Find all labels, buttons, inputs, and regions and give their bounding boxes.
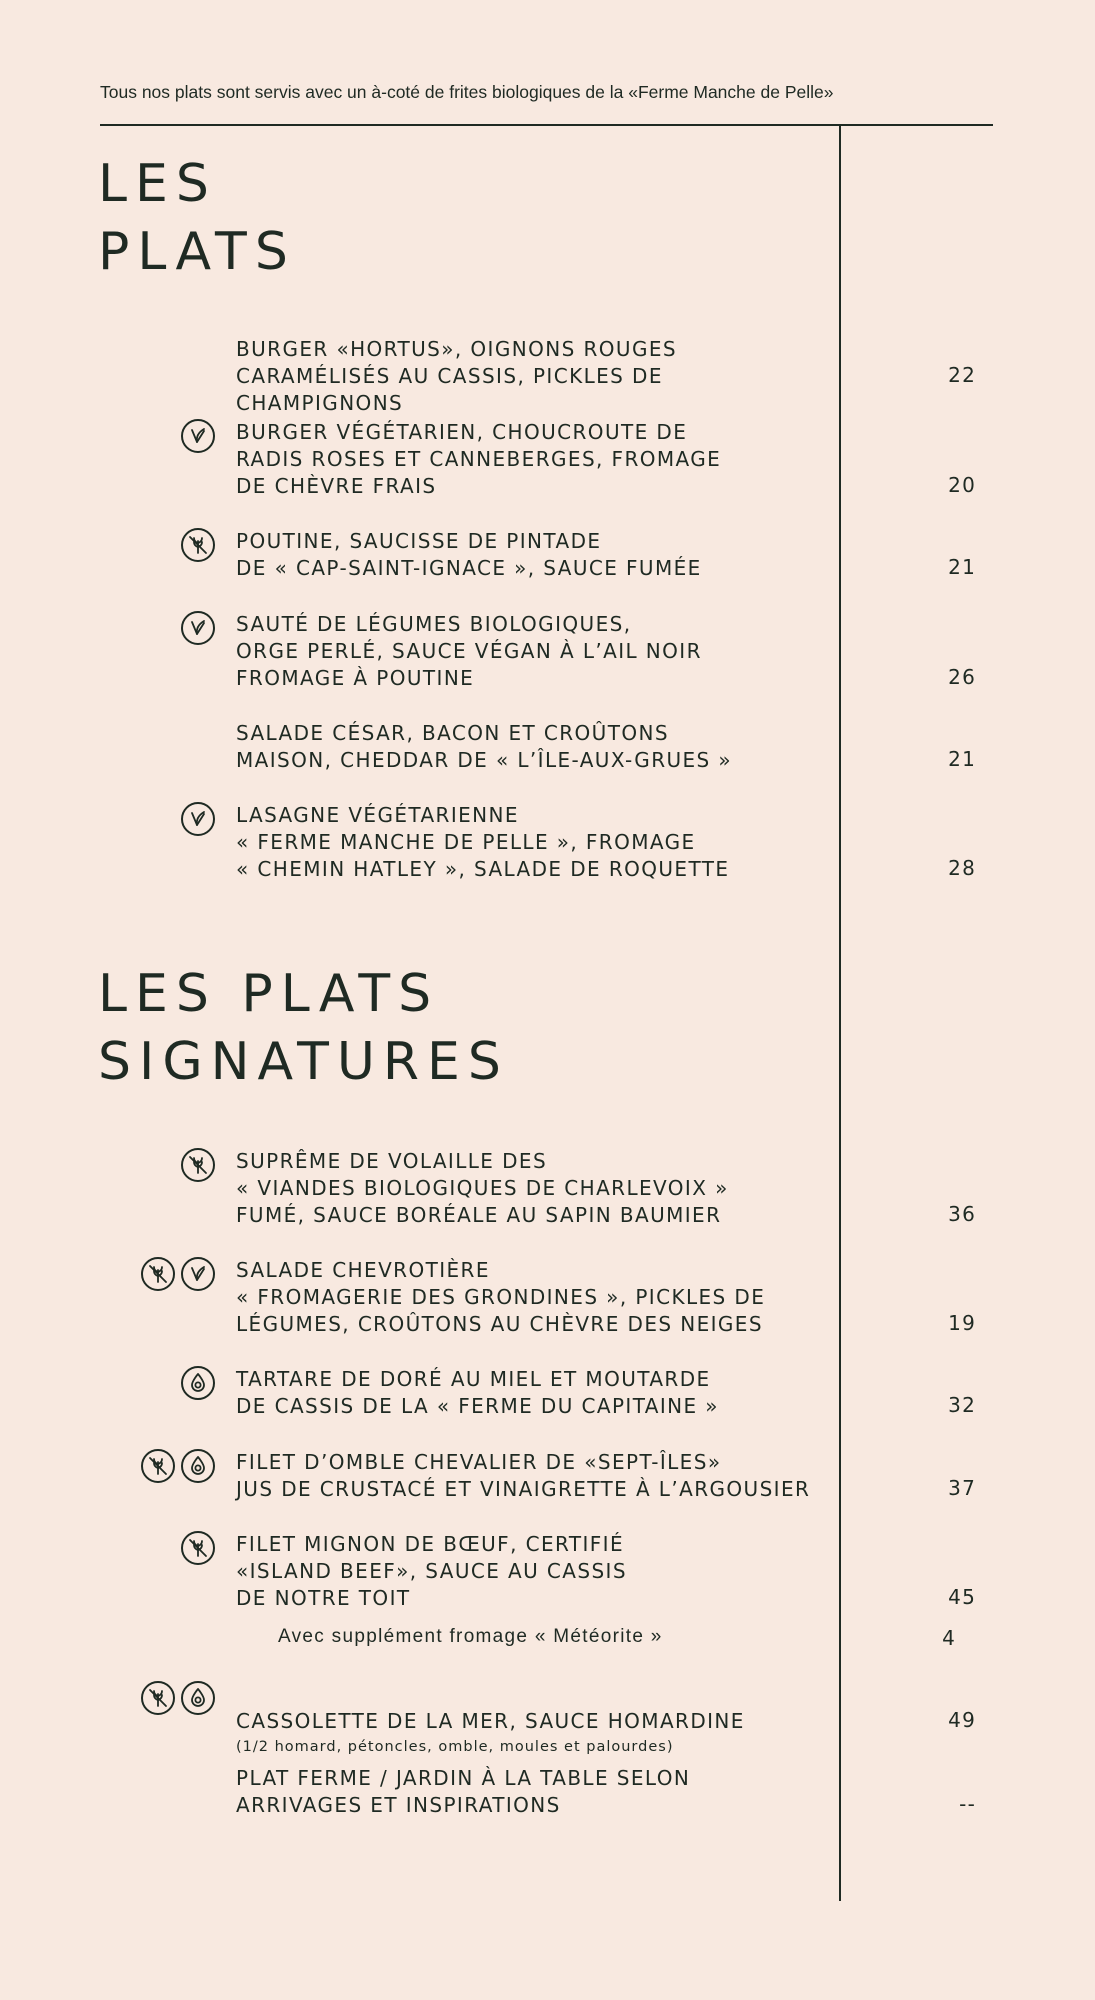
dish-icons [181,611,215,645]
dish-description: FILET D’OMBLE CHEVALIER DE «SEPT-ÎLES» JUS DE CRUSTACÉ ET VINAIGRETTE À L’ARGOUSIER [236,1450,811,1501]
dish-price: 20 [948,473,976,497]
dish-price: 28 [948,856,976,880]
dish-title: CASSOLETTE DE LA MER, SAUCE HOMARDINE [236,1709,745,1733]
section-title-plats: LES PLATS [98,154,296,282]
dish-description: BURGER «HORTUS», OIGNONS ROUGES CARAMÉLISÉS AU CASSIS, PICKLES DE CHAMPIGNONS [236,337,677,415]
gluten-free-icon [181,528,215,562]
dish-icons [181,528,215,562]
dish-icons [181,1366,215,1400]
dish-description: FILET MIGNON DE BŒUF, CERTIFIÉ «ISLAND BEEF», SAUCE AU CASSIS DE NOTRE TOIT [236,1532,627,1610]
dish-icons [181,419,215,453]
gluten-free-icon [181,1148,215,1182]
dish-icons [181,1148,215,1182]
dish-icons [141,1257,215,1291]
dish-description: SAUTÉ DE LÉGUMES BIOLOGIQUES, ORGE PERLÉ, SAUCE VÉGAN À L’AIL NOIR FROMAGE À POUTINE [236,612,702,690]
dish-price: 49 [948,1708,976,1732]
dish-description: SALADE CHEVROTIÈRE « FROMAGERIE DES GRONDINES », PICKLES DE LÉGUMES, CROÛTONS AU CHÈVRE DES NEIGES [236,1258,766,1336]
dish-price: 37 [948,1476,976,1500]
dish-description: SUPRÊME DE VOLAILLE DES « VIANDES BIOLOGIQUES DE CHARLEVOIX » FUMÉ, SAUCE BORÉALE AU SAPIN BAUMIER [236,1149,729,1227]
dish-price: 21 [948,747,976,771]
dish-price: 26 [948,665,976,689]
header-note: Tous nos plats sont servis avec un à-coté de frites biologiques de la «Ferme Manche de Pelle» [100,82,834,102]
supplement-price: 4 [942,1626,956,1650]
dish-price: 21 [948,555,976,579]
dish-description: PLAT FERME / JARDIN À LA TABLE SELON ARRIVAGES ET INSPIRATIONS [236,1766,691,1817]
dish-icons [181,1531,215,1565]
dish-price: 19 [948,1311,976,1335]
supplement-label: Avec supplément fromage « Météorite » [278,1626,663,1647]
dish-price: 22 [948,363,976,387]
seafood-drop-icon [181,1681,215,1715]
dish-description: BURGER VÉGÉTARIEN, CHOUCROUTE DE RADIS ROSES ET CANNEBERGES, FROMAGE DE CHÈVRE FRAIS [236,420,722,498]
dish-icons [181,802,215,836]
dish-price: 32 [948,1393,976,1417]
gluten-free-icon [181,1531,215,1565]
header-divider [100,124,993,126]
dish-icons [141,1449,215,1483]
vegetarian-leaf-icon [181,611,215,645]
dish-subtitle: (1/2 homard, pétoncles, omble, moules et palourdes) [236,1739,674,1755]
section-title-signatures: LES PLATS SIGNATURES [98,964,509,1092]
vegetarian-leaf-icon [181,419,215,453]
dish-price: -- [959,1792,976,1816]
dish-price: 36 [948,1202,976,1226]
seafood-drop-icon [181,1449,215,1483]
dish-icons [141,1681,215,1715]
price-column-divider [839,126,841,1901]
gluten-free-icon [141,1257,175,1291]
dish-price: 45 [948,1585,976,1609]
dish-description: POUTINE, SAUCISSE DE PINTADE DE « CAP-SAINT-IGNACE », SAUCE FUMÉE [236,529,702,580]
seafood-drop-icon [181,1366,215,1400]
vegetarian-leaf-icon [181,802,215,836]
gluten-free-icon [141,1681,175,1715]
dish-description: TARTARE DE DORÉ AU MIEL ET MOUTARDE DE CASSIS DE LA « FERME DU CAPITAINE » [236,1367,719,1418]
gluten-free-icon [141,1449,175,1483]
vegetarian-leaf-icon [181,1257,215,1291]
dish-description: LASAGNE VÉGÉTARIENNE « FERME MANCHE DE PELLE », FROMAGE « CHEMIN HATLEY », SALADE DE ROQUETTE [236,803,730,881]
dish-description: SALADE CÉSAR, BACON ET CROÛTONS MAISON, CHEDDAR DE « L’ÎLE-AUX-GRUES » [236,721,733,772]
